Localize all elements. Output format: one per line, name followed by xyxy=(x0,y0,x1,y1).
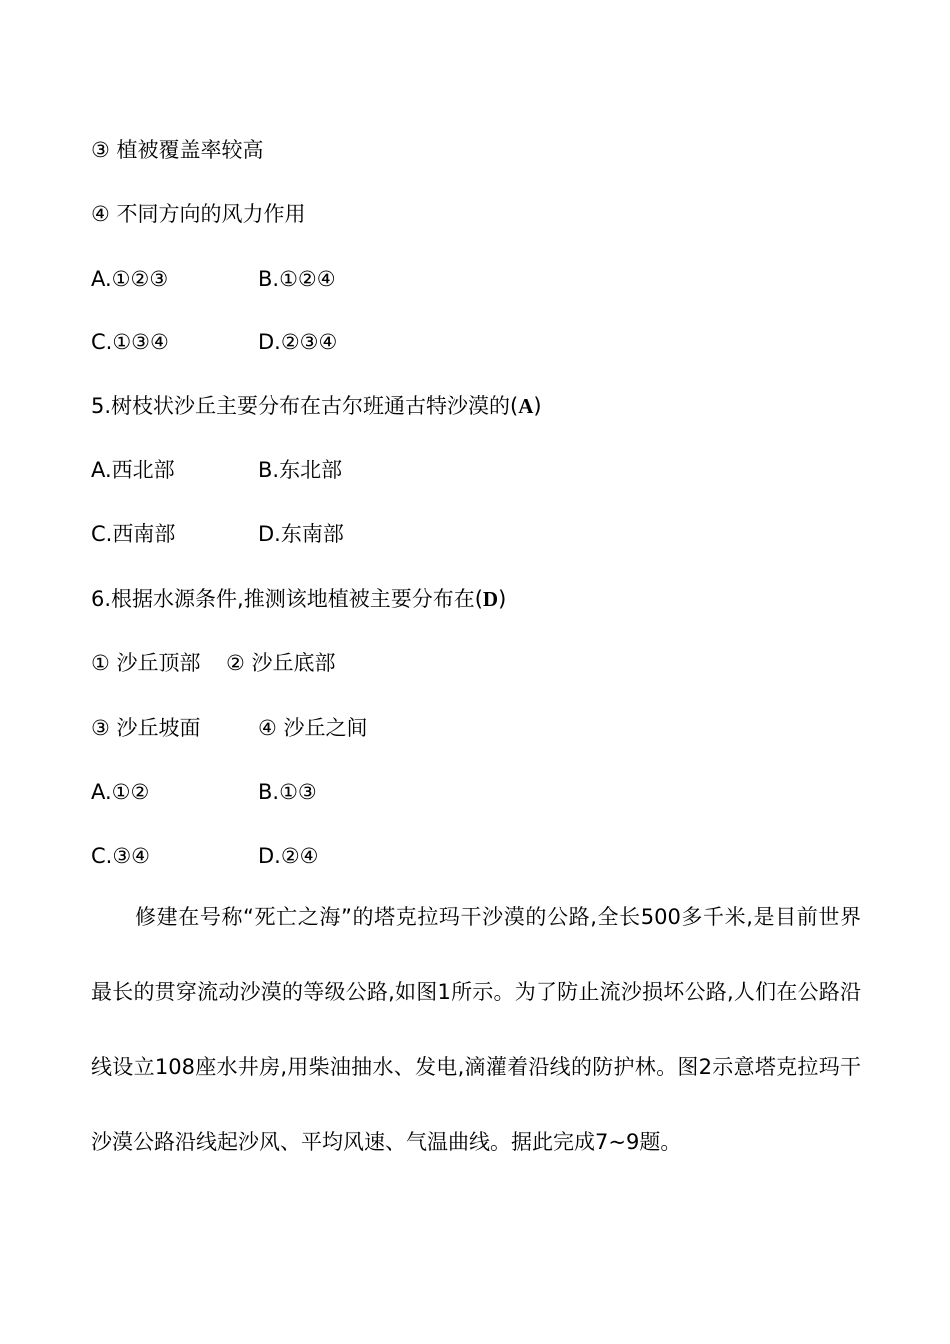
q5-answer: A xyxy=(518,394,534,418)
q4-choice-c: C.①③④ xyxy=(91,330,169,354)
q6-choice-d: D.②④ xyxy=(258,844,319,868)
q5-choice-b: B.东北部 xyxy=(258,458,343,482)
q5-choices-row-2 xyxy=(91,520,344,548)
q6-option-4: ④ 沙丘之间 xyxy=(258,716,368,740)
q6-option-1: ① 沙丘顶部 xyxy=(91,651,201,675)
q4-option-3: ③ 植被覆盖率较高 xyxy=(91,138,264,162)
q6-option-3: ③ 沙丘坡面 xyxy=(91,716,201,740)
q6-choice-a: A.①② xyxy=(91,780,150,804)
q4-choice-b: B.①②④ xyxy=(258,267,336,291)
q5-choice-c: C.西南部 xyxy=(91,522,176,546)
q6-stem-close: ) xyxy=(498,587,507,611)
q5-stem-text: 5.树枝状沙丘主要分布在古尔班通古特沙漠的( xyxy=(91,394,519,418)
q4-choice-a: A.①②③ xyxy=(91,267,169,291)
q6-stem xyxy=(91,585,506,613)
q5-choice-d: D.东南部 xyxy=(258,522,344,546)
q6-option-2: ② 沙丘底部 xyxy=(226,651,336,675)
q6-answer: D xyxy=(482,587,499,611)
q6-stem-text: 6.根据水源条件,推测该地植被主要分布在( xyxy=(91,587,483,611)
q6-choice-c: C.③④ xyxy=(91,844,150,868)
q4-choices-row-1 xyxy=(91,265,336,293)
q6-choices-row-2 xyxy=(91,842,319,870)
q5-choices-row-1 xyxy=(91,456,343,484)
q5-stem xyxy=(91,392,542,420)
q6-options-row-2 xyxy=(91,714,368,742)
q6-choice-b: B.①③ xyxy=(258,780,317,804)
q6-choices-row-1 xyxy=(91,778,317,806)
q6-options-row-1 xyxy=(91,649,336,677)
q4-option-4: ④ 不同方向的风力作用 xyxy=(91,202,306,226)
q4-choice-d: D.②③④ xyxy=(258,330,338,354)
q4-choices-row-2 xyxy=(91,328,338,356)
q5-choice-a: A.西北部 xyxy=(91,458,175,482)
q5-stem-close: ) xyxy=(533,394,542,418)
passage-paragraph: 修建在号称“死亡之海”的塔克拉玛干沙漠的公路,全长500多千米,是目前世界最长的贯穿流动沙漠的等级公路,如图1所示。为了防止流沙损坏公路,人们在公路沿线设立108座水井房,用柴油抽水、发电,滴灌着沿线的防护林。图2示意塔克拉玛干沙漠公路沿线起沙风、平均风速、气温曲线。据此完成7~9题。 xyxy=(91,905,861,1154)
